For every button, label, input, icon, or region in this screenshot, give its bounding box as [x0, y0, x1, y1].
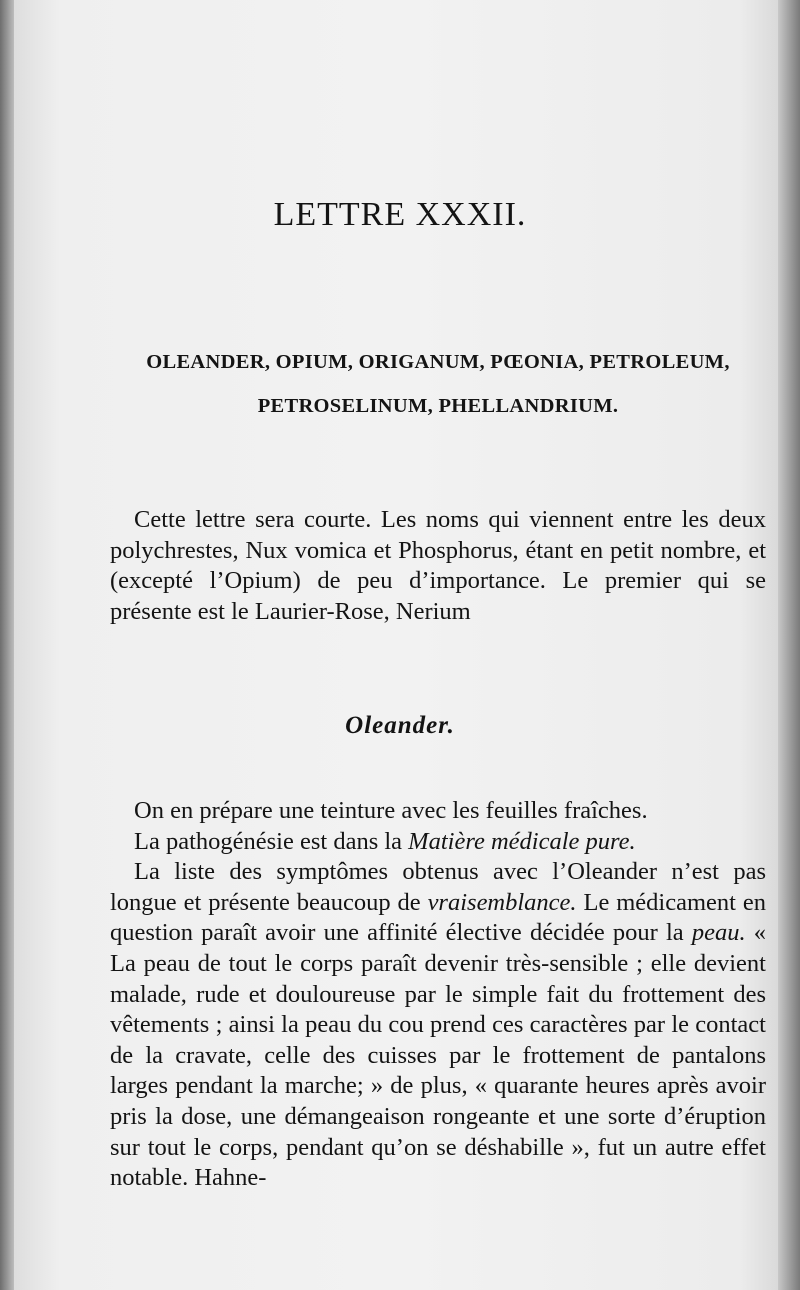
paragraph-block — [110, 796, 766, 1194]
paragraph-pathogenesie — [110, 827, 766, 858]
page-title: LETTRE XXXII. — [273, 196, 527, 233]
paragraph-intro-text: Cette lettre sera courte. Les noms qui viennent entre les deux polychrestes, Nux vomica et Phosphorus, étant en petit nombre, et (excepté l’Opium) de peu d’importance. Le premier qui se présente est le Laurier-Rose, Nerium — [110, 506, 766, 625]
peau-word: peau. — [691, 919, 746, 947]
subtitle-line-2: PETROSELINUM, PHELLANDRIUM. — [257, 395, 619, 417]
matiere-medicale-title: Matière médicale pure. — [408, 827, 636, 855]
pathogenesie-text: La pathogénésie est dans la — [134, 827, 409, 855]
symptomes-text-2: Le médicament en question paraît avoir une affinité élective décidée pour la — [110, 888, 766, 947]
paragraph-intro — [110, 505, 766, 627]
symptomes-text-3: « La peau de tout le corps paraît devenir très-sensible ; elle devient malade, rude et douloureuse par le simple fait du frottement des vêtements ; ainsi la peau du cou prend ces caractères par le contact de la cravate, celle des cuisses par le frottement de pantalons larges pendant la marche; » de plus, « quarante heures après avoir pris la dose, une démangeaison rongeante et une sorte d’éruption sur tout le corps, pendant qu’on se déshabille », fut un autre effet notable. Hahne- — [110, 919, 766, 1192]
paragraph-teinture: On en prépare une teinture avec les feuilles fraîches. — [134, 797, 648, 824]
subtitle-line-1: OLEANDER, OPIUM, ORIGANUM, PŒONIA, PETROLEUM, — [146, 351, 730, 373]
symptomes-text-1: La liste des symptômes obtenus avec l’Oleander n’est pas longue et présente beaucoup de — [110, 858, 766, 916]
section-heading: Oleander. — [345, 712, 455, 739]
vraisemblance-word: vraisemblance. — [427, 888, 577, 916]
page-subtitle — [108, 340, 768, 428]
paragraph-symptomes — [110, 857, 766, 1194]
